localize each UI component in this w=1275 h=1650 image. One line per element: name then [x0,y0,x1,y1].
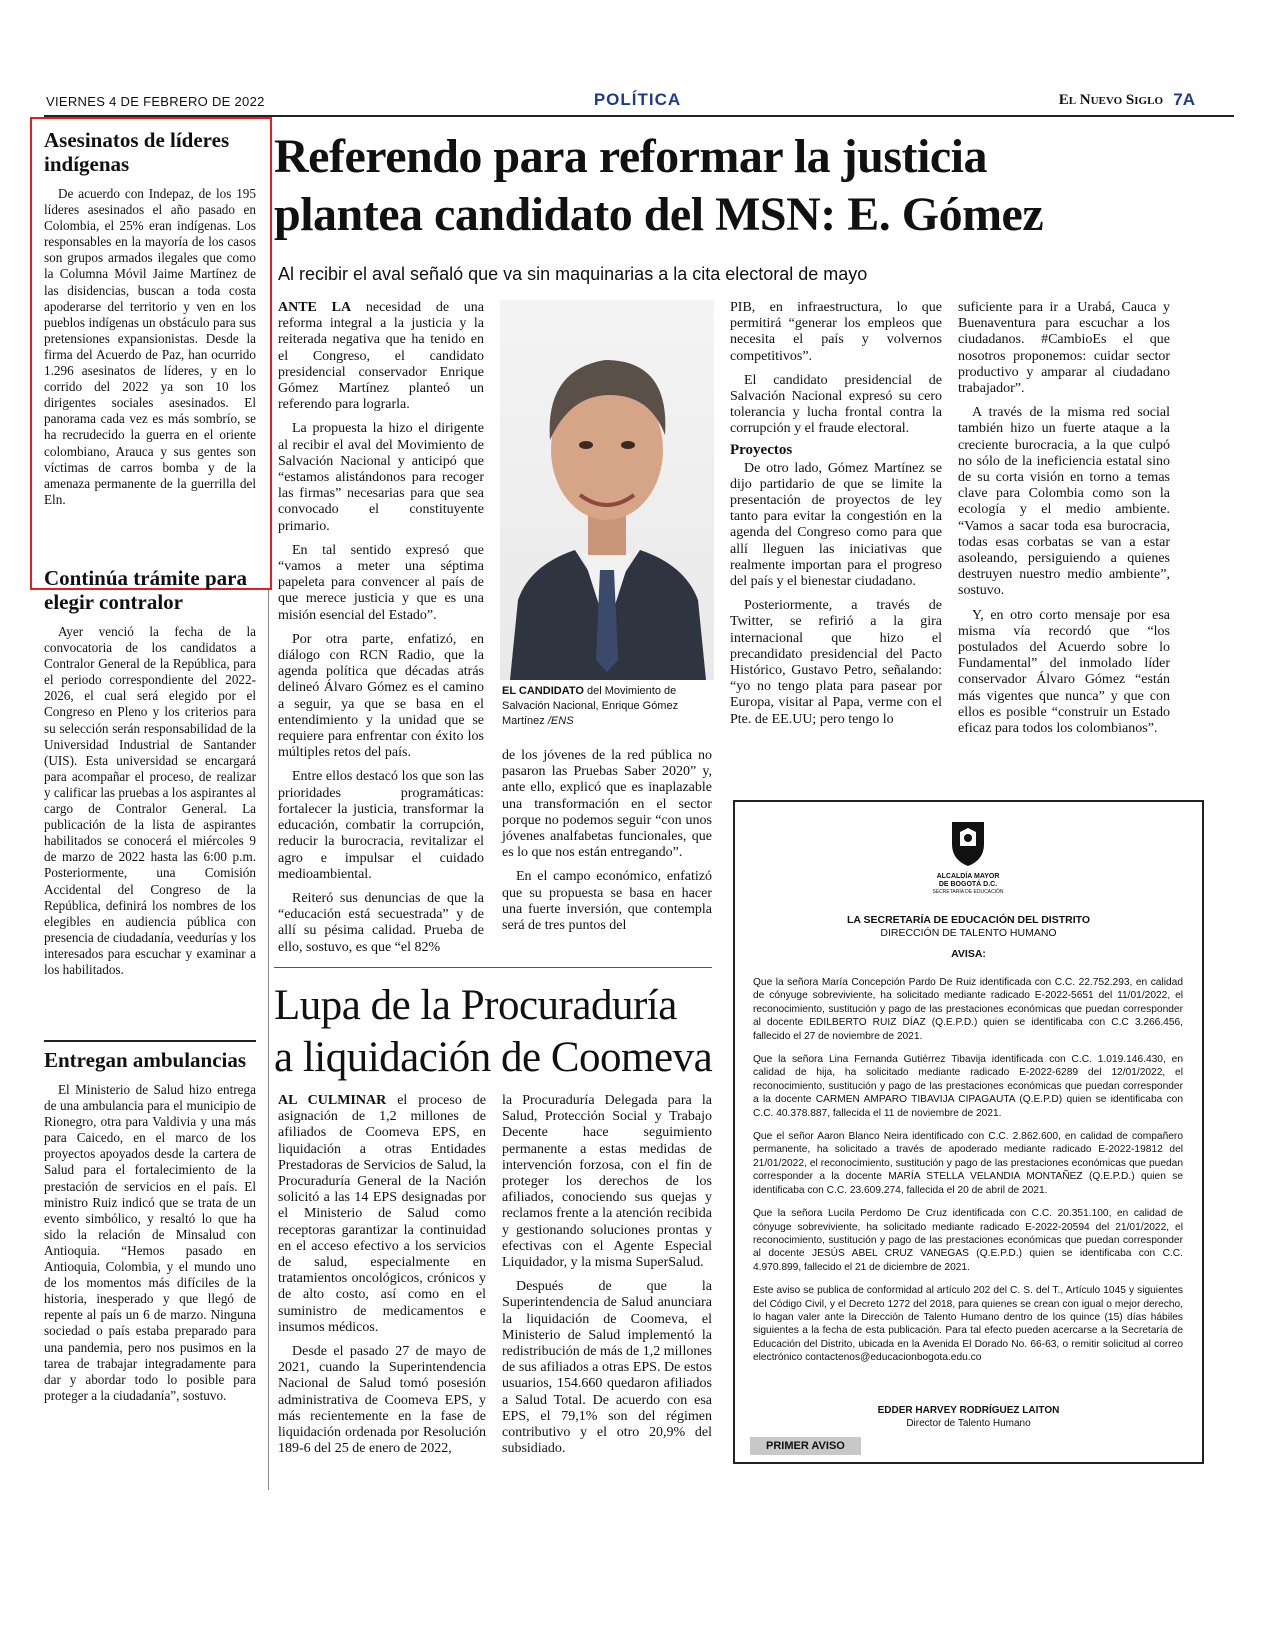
paragraph: Posteriormente, a través de Twitter, se refirió a la gira internacional que hizo el precandidato presidencial del Pacto Histórico, Gustavo Petro, señalando: “yo no tengo plata para pasear por Europa, visitar al Papa, verme con el Pte. de EE.UU; pero tengo lo [730,598,942,727]
lead-caps: ANTE LA [278,300,352,315]
notice-badge: PRIMER AVISO [750,1437,861,1455]
article-deck: Al recibir el aval señaló que va sin maquinarias a la cita electoral de mayo [278,264,868,284]
paragraph: El candidato presidencial de Salvación Nacional expresó su cero tolerancia y lucha frontal contra la corrupción y el fraude electoral. [730,372,942,437]
article-column-2 [502,748,712,934]
seal-line: ALCALDÍA MAYOR [936,873,1000,880]
headline-line: Lupa de la Procuraduría [274,982,677,1029]
sidebar-headline: Asesinatos de líderes indígenas [44,128,230,176]
notice-paragraph: Que el señor Aaron Blanco Neira identificado con C.C. 2.862.600, en calidad de compañero permanente, ha solicitado a través de apoderado mediante radicado E-2022-19812 del 21/01/2022, el reconocimiento, sustitución y pago de las prestaciones económicas que puedan corresponder a la docente MARÍA STELLA VELANDIA MONTAÑEZ (Q.E.P.D.) quien se identificaba con C.C. 23.609.274, fallecida el 20 de abril de 2021. [753,1131,1183,1196]
lead-paragraph [278,1093,486,1336]
ad-body [753,976,1183,1375]
sidebar-headline: Continúa trámite para elegir contralor [44,566,247,614]
lead-paragraph [278,300,484,413]
signer-name: EDDER HARVEY RODRÍGUEZ LAITON [877,1405,1060,1416]
photo-caption [502,684,714,729]
candidate-photo [500,300,714,680]
section-name: POLÍTICA [593,90,682,109]
paragraph-text: el proceso de asignación de 1,2 millones de afiliados de Coomeva EPS, en liquidación a otras Entidades Prestadoras de Servicios de Salud, la Procuraduría General de la Nación solicitó a las 14 EPS designadas por el Ministerio de Salud como receptoras garantizar la continuidad en el acceso efectivo a los servicios de salud, especialmente en tratamientos oncológicos, crónicos y de alto costo, así como en el suministro de medicamentos e insumos médicos. [278,1093,487,1335]
paragraph: De otro lado, Gómez Martínez se dijo partidario de que se limite la presentación de proyectos de ley tanto para evitar la congestión en la agenda del Congreso como para que allí lleguen las iniciativas que realmente importan para el progreso del país y el bienestar ciudadano. [730,460,942,590]
paragraph: En tal sentido expresó que “vamos a meter una séptima papeleta para convencer al país de que merece justicia y que es una misión esencial del Estado”. [278,542,484,623]
legal-notice-ad [733,800,1204,1464]
article-column-1 [278,300,484,956]
sidebar-text: De acuerdo con Indepaz, de los 195 líderes asesinados el año pasado en Colombia, el 25% eran indígenas. Los responsables en la mayoría de los casos son grupos armados ilegales que como la Columna Móvil Jaime Martínez de las disidencias, buscan a toda costa apoderarse del territorio y ven en los pueblos indígenas un obstáculo para sus pretensiones expansionistas. Desde la firma del Acuerdo de Paz, han ocurrido 1.296 asesinatos de líderes, y en lo corrido del 2022 ya son 10 los dirigentes sociales asesinados. El panorama cada vez es más sombrío, se ha recrudecido la guerra en el oriente colombiano, Arauca y sus gentes son víctimas de carros bomba y de la amenaza permanente de la guerrilla del Eln. [44,186,256,507]
story-divider [274,967,712,968]
article2-column-1 [278,1093,486,1457]
caption-caps: EL CANDIDATO [502,685,584,697]
notice-paragraph: Que la señora María Concepción Pardo De Ruiz identificada con C.C. 22.752.293, en calidad de cónyuge sobreviviente, ha solicitado mediante radicado E-2022-5651 del 11/01/2022, el reconocimiento, sustitución y pago de las prestaciones económicas que puedan corresponder al docente EDILBERTO RUIZ DÍAZ (Q.E.P.D.) quien se identificaba con C.C 3.266.456, fallecido el 27 de noviembre de 2021. [753,977,1183,1042]
ad-avisa: AVISA: [951,948,986,960]
column-rule [268,590,269,1490]
newspaper-name: El Nuevo Siglo [1058,92,1163,108]
headline-line: plantea candidato del MSN: E. Gómez [274,188,1044,241]
article-column-4 [958,300,1170,737]
paragraph: Entre ellos destacó los que son las prioridades programáticas: fortalecer la justicia, transformar la educación, combatir la corrupción, reducir la burocracia, revitalizar el agro e impulsar el cuidado medioambiental. [278,769,484,882]
article-headline [274,128,1214,244]
sidebar-story-contralor [44,566,256,978]
seal-line: SECRETARÍA DE EDUCACIÓN [932,889,1004,895]
bogota-seal [920,818,1016,896]
photo-credit: /ENS [547,715,574,727]
headline-line: Referendo para reformar la justicia [274,130,987,183]
sidebar-text: El Ministerio de Salud hizo entrega de una ambulancia para el municipio de Rionegro, otra para Valdivia y una más para Caicedo, en el marco de los proyectos apoyados desde la cartera de Salud para el fortalecimiento de la prestación de servicios en el país. El ministro Ruiz indicó que se trata de un evento simbólico, y resaltó lo que ha sido la relación de Minsalud con Antioquia. “Hemos pasado en Antioquia, Colombia, y el mundo uno de los momentos más difíciles de la historia, inesperado y que llegó de repente al país un 6 de marzo. Ninguna sociedad o país estaba preparado para una pandemia, pero nos pusimos en la tarea de trabajar integradamente para dar y abordar todo lo posible para proteger a la ciudadanía”, sostuvo. [44,1082,256,1403]
article-column-3 [730,300,942,728]
paragraph: Después de que la Superintendencia de Salud anunciara la liquidación de Coomeva, el Ministerio de Salud implementó la redistribución de más de 1,2 millones de sus afiliados a otras EPS. De estos usuarios, 154.660 quedaron afiliados a Salud Total. De acuerdo con esa EPS, el 79,1% son del régimen contributivo y el otro 20,9% del subsidiado. [502,1279,712,1457]
lead-caps: AL CULMINAR [278,1093,387,1108]
signer-title: Director de Talento Humano [906,1418,1031,1429]
notice-paragraph: Que la señora Lucila Perdomo De Cruz identificada con C.C. 20.351.100, en calidad de cónyuge sobreviviente, ha solicitado mediante radicado E-2022-20594 del 21/01/2022, el reconocimiento, sustitución y pago de las prestaciones económicas que puedan corresponder al docente JESÚS ABEL CRUZ VANEGAS (Q.E.P.D.) quien se identificaba con C.C. 4.970.899, fallecido el 21 de diciembre de 2021. [753,1208,1183,1273]
headline-line: a liquidación de Coomeva [274,1034,713,1081]
candidate-portrait [500,300,714,680]
paragraph: En el campo económico, enfatizó que su propuesta se basa en hacer una fuerte inversión, que contempla será de tres puntos del [502,869,712,934]
caption-text: del Movimiento de Salvación Nacional, Enrique Gómez Martínez [502,685,679,727]
sidebar-headline: Entregan ambulancias [44,1048,247,1072]
paragraph: La propuesta la hizo el dirigente al recibir el aval del Movimiento de Salvación Nacional y anticipó que “estamos alistándonos para recoger las firmas” necesarias para que sea convocado el constituyente primario. [278,421,484,534]
page-number: 7A [1173,90,1195,109]
ad-dept: DIRECCIÓN DE TALENTO HUMANO [880,927,1057,939]
article-headline [274,980,724,1084]
article2-column-2 [502,1093,712,1457]
paragraph: Reiteró sus denuncias de que la “educación está secuestrada” y de allí su pésima calidad. Prueba de ello, sostuvo, es que “el 82% [278,890,484,955]
seal-line: DE BOGOTÁ D.C. [938,881,998,888]
paragraph: A través de la misma red social también hizo un fuerte ataque a la creciente burocracia, a la que culpó no sólo de la ineficiencia estatal sino de su corta visión en torno a temas clave para Colombia como son la ecología y el medio ambiente. “Vamos a sacar toda esa burocracia, todas esas corbatas se van a estar asoleando, persiguiendo a quienes destruyen nuestro medio ambiente”, sostuvo. [958,405,1170,599]
paragraph: Y, en otro corto mensaje por esa misma vía recordó que “los postulados del Acuerdo sobre lo Fundamental” del inmolado líder conservador Álvaro Gómez “están más vigentes que nunca” y que con ellos es posible “construir un Estado eficaz para todos los colombianos”. [958,607,1170,737]
sidebar-story-indigenous [44,128,256,508]
paragraph: Por otra parte, enfatizó, en diálogo con RCN Radio, que la agenda política que décadas atrás delineó Álvaro Gómez es el camino a seguir, ya que se basa en el entendimiento y la unidad que se requiere para enfrentar con éxito los múltiples retos del país. [278,631,484,761]
sidebar-text: Ayer venció la fecha de la convocatoria de los candidatos a Contralor General de la República, para el periodo correspondiente del 2022-2026, el cual será elegido por el Congreso en Pleno y los criterios para su selección serán responsabilidad de la Universidad Industrial de Santander (UIS). Esta universidad se encargará para acompañar el proceso, de realizar y calificar las pruebas a los aspirantes al cargo de Contralor General. La publicación de la lista de aspirantes habilitados se conocerá el miércoles 9 de marzo de 2022 hasta las 6:00 p.m. Posteriormente, una Comisión Accidental del Congreso de la República, definirá los nombres de los elegibles en audiencia pública con presencia de ciudadanía, veedurías y los interesados para escuchar y examinar a los habilitados. [44,624,257,977]
paragraph: Desde el pasado 27 de mayo de 2021, cuando la Superintendencia Nacional de Salud tomó posesión administrativa de Coomeva EPS, y más recientemente en la fase de liquidación ordenada por Resolución 189-6 del 25 de enero de 2022, [278,1344,486,1457]
paragraph: de los jóvenes de la red pública no pasaron las Pruebas Saber 2020” y, ante ello, explicó que es inaplazable una transformación en el sector porque no podemos seguir “con unos jóvenes analfabetas funcionales, que es lo que nos están entregando”. [502,748,712,861]
coat-of-arms-icon [948,818,988,868]
sidebar-divider [44,1040,256,1042]
paragraph-text: necesidad de una reforma integral a la justicia y la reiterada negativa que ha tenido en el Congreso, el candidato presidencial conservador Enrique Gómez Martínez planteó un referendo para lograrla. [278,300,485,413]
ad-org: LA SECRETARÍA DE EDUCACIÓN DEL DISTRITO [846,914,1091,926]
issue-date: VIERNES 4 DE FEBRERO DE 2022 [46,94,265,109]
notice-paragraph: Que la señora Lina Fernanda Gutiérrez Tibavija identificada con C.C. 1.019.146.430, en calidad de hija, ha solicitado mediante radicado E-2022-6289 del 12/01/2022, el reconocimiento, sustitución y pago de las prestaciones económicas que puedan corresponder a la docente CARMEN AMPARO TIBAVIJA CIPAGAUTA (Q.E.P.D) quien se identificaba con C.C. 40.378.887, fallecida el 11 de noviembre de 2021. [753,1054,1183,1119]
paragraph: PIB, en infraestructura, lo que permitirá “generar los empleos que necesita el país y volvernos competitivos”. [730,300,942,364]
subheading: Proyectos [730,441,793,458]
paragraph: suficiente para ir a Urabá, Cauca y Buenaventura para escuchar a los ciudadanos. #CambioEs el que nosotros proponemos: cuidar sector productivo y amparar al ciudadano trabajador”. [958,300,1170,397]
paragraph: la Procuraduría Delegada para la Salud, Protección Social y Trabajo Decente hace seguimiento permanente a estas medidas de intervención forzosa, con el fin de proteger los derechos de los afiliados, conociendo sus quejas y reclamos frente a la atención recibida y gestionando soluciones prontas y efectivas con el Agente Especial Liquidador, y la misma SuperSalud. [502,1093,712,1271]
sidebar-story-ambulances [44,1048,256,1404]
notice-paragraph: Este aviso se publica de conformidad al artículo 202 del C. S. del T., Artículo 1045 y siguientes del Código Civil, y el Decreto 1272 del 2018, para quienes se crean con igual o mejor derecho, lo hagan valer ante la Dirección de Talento Humano dentro de los quince (15) días hábiles siguientes a la fecha de esta publicación. Para tal efecto pueden acercarse a la Secretaría de Educación del Distrito, ubicada en la Avenida El Dorado No. 66-63, o remitir solicitud al correo electrónico contactenos@educacionbogota.edu.co [753,1285,1183,1364]
